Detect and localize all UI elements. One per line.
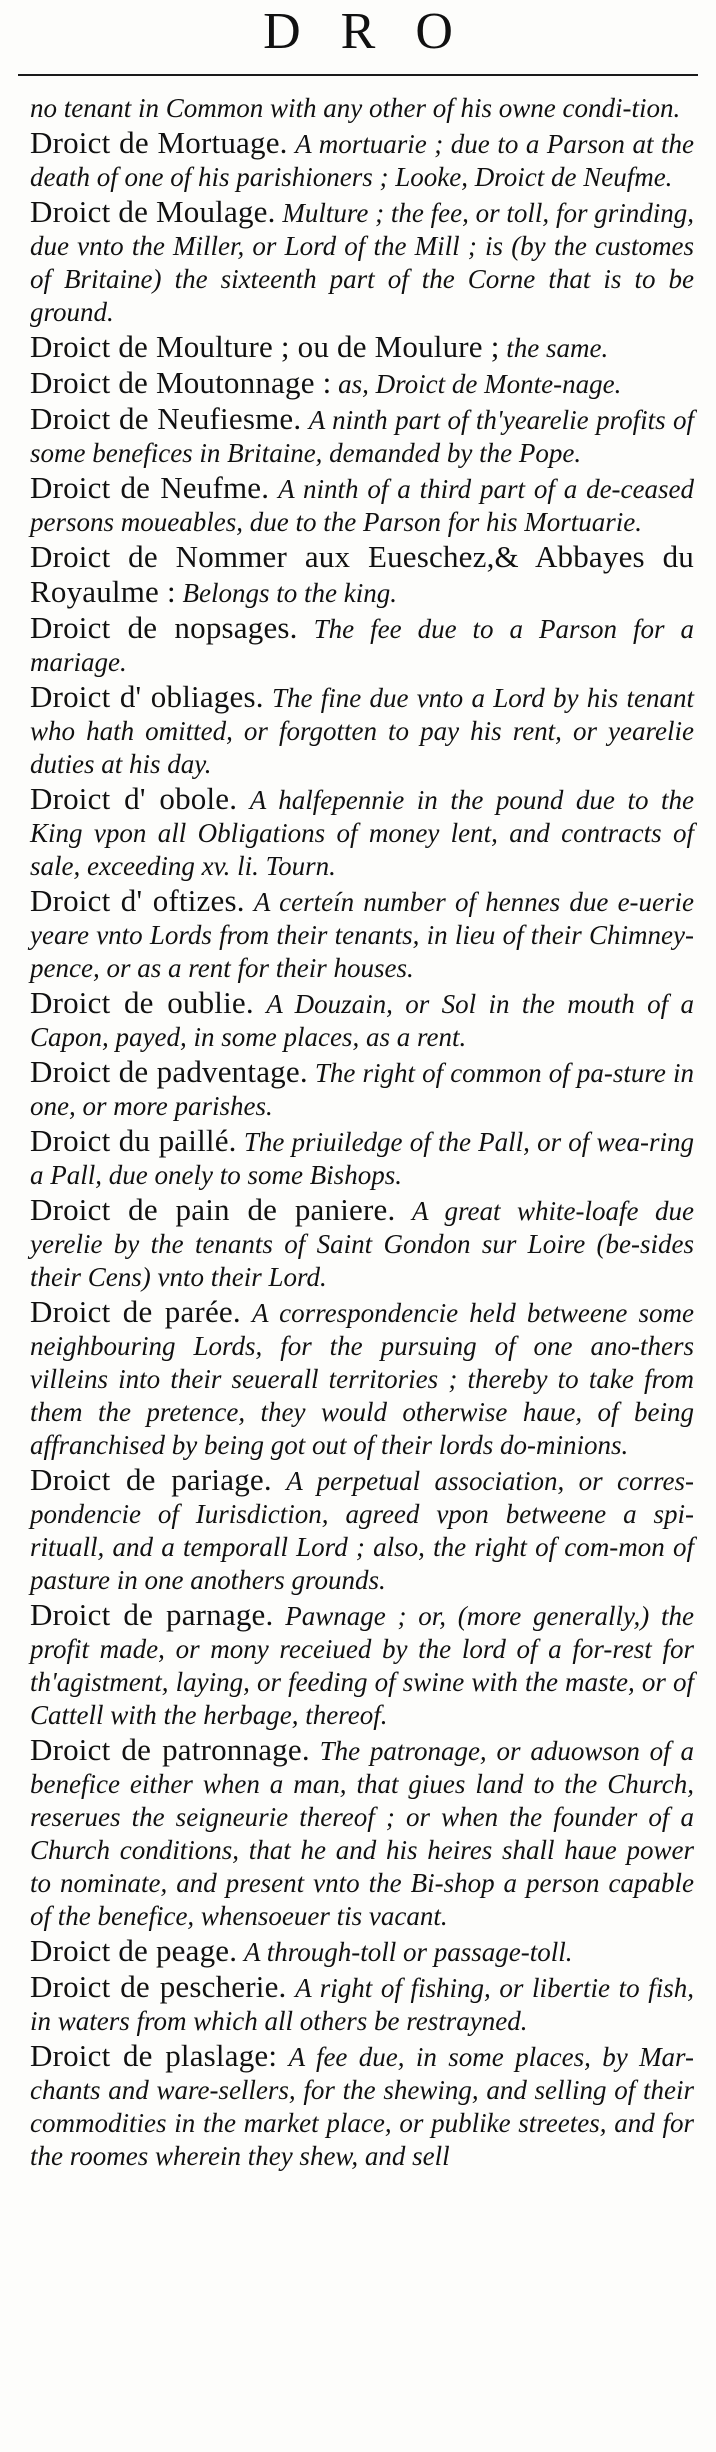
entry	[30, 611, 694, 679]
entry-headword: Droict de Neufiesme.	[30, 401, 302, 436]
entry-headword: Droict de oublie.	[30, 985, 254, 1020]
entry-definition: A through-toll or passage-toll.	[243, 1937, 573, 1967]
entry	[30, 1124, 694, 1192]
entry-definition: A ninth of a third part of a de-ceased persons moueables, due to the Parson for his Mortuarie.	[30, 474, 695, 537]
entry-definition: the same.	[506, 333, 609, 363]
entry	[30, 1463, 694, 1597]
entry-definition: The fee due to a Parson for a mariage.	[30, 614, 694, 677]
entry-headword: Droict de Mortuage.	[30, 125, 288, 160]
entry	[30, 126, 694, 194]
entry-definition: The right of common of pa-sture in one, or more parishes.	[30, 1058, 694, 1121]
entry-definition: A right of fishing, or libertie to fish, in waters from which all others be restrayned.	[30, 1973, 695, 2036]
entry	[30, 402, 694, 470]
entry-headword: Droict de parée.	[30, 1294, 241, 1329]
entry	[30, 1970, 694, 2038]
entry-headword: Droict d' obliages.	[30, 679, 264, 714]
entry	[30, 680, 694, 781]
entry	[30, 1598, 694, 1732]
entry-headword: Droict de Moulture ; ou de Moulure ;	[30, 329, 500, 364]
entry	[30, 1934, 694, 1969]
entry-headword: Droict de nopsages.	[30, 610, 298, 645]
entry	[30, 1295, 694, 1462]
entry-definition: The priuiledge of the Pall, or of wea-ring a Pall, due onely to some Bishops.	[30, 1127, 695, 1190]
running-head: DRO	[263, 3, 493, 60]
entry-headword: Droict de parnage.	[30, 1597, 274, 1632]
entry-definition: A ninth part of th'yearelie profits of some benefices in Britaine, demanded by the Pope.	[30, 405, 695, 468]
entry-definition: A Douzain, or Sol in the mouth of a Capon, payed, in some places, as a rent.	[30, 989, 695, 1052]
entry-headword: Droict de peage.	[30, 1933, 238, 1968]
entry-headword: Droict de pescherie.	[30, 1969, 287, 2004]
entry-headword: Droict d' oftizes.	[30, 883, 245, 918]
entry-definition: as, Droict de Monte-nage.	[338, 369, 622, 399]
entry-definition: Multure ; the fee, or toll, for grinding, due vnto the Miller, or Lord of the Mill ; is (by the customes of Britaine) the sixteenth part of the Corne that is to be ground.	[30, 198, 695, 327]
entry-headword: Droict de pain de paniere.	[30, 1192, 396, 1227]
entry-headword: Droict de Moutonnage :	[30, 365, 332, 400]
entry	[30, 471, 694, 539]
entry-headword: Droict d' obole.	[30, 781, 238, 816]
entry-definition: A halfepennie in the pound due to the King vpon all Obligations of money lent, and contracts of sale, exceeding xv. li. Tourn.	[30, 785, 694, 881]
entry-headword: Droict de patronnage.	[30, 1732, 310, 1767]
entry-definition: Belongs to the king.	[182, 578, 398, 608]
entry-definition: no tenant in Common with any other of his owne condi-tion.	[30, 93, 681, 123]
header-rule	[18, 74, 698, 76]
entry-definition: A great white-loafe due yerelie by the tenants of Saint Gondon sur Loire (be-sides their Cens) vnto their Lord.	[30, 1196, 695, 1292]
entry-headword: Droict de Neufme.	[30, 470, 270, 505]
entry-list	[30, 92, 694, 2174]
entry	[30, 884, 694, 985]
entry	[30, 330, 694, 365]
entry	[30, 2039, 694, 2173]
entry-definition: A perpetual association, or corres-pondencie of Iurisdiction, agreed vpon betweene a spi-rituall, and a temporall Lord ; also, the right of com-mon of pasture in one anothers grounds.	[30, 1466, 694, 1595]
entry-definition: The patronage, or aduowson of a benefice either when a man, that giues land to the Church, reserues the seigneurie thereof ; or when the founder of a Church conditions, that he and his heires shall haue power to nominate, and present vnto the Bi-shop a person capable of the benefice, whensoeuer tis vacant.	[30, 1736, 695, 1931]
entry	[30, 782, 694, 883]
entry	[30, 366, 694, 401]
entry	[30, 195, 694, 329]
entry	[30, 1733, 694, 1933]
entry	[30, 986, 694, 1054]
entry-definition: A fee due, in some places, by Mar-chants and ware-sellers, for the shewing, and selling of their commodities in the market place, or publike streetes, and for the roomes wherein they shew, and sell	[30, 2042, 695, 2171]
entry-headword: Droict de Moulage.	[30, 194, 276, 229]
entry-definition: The fine due vnto a Lord by his tenant who hath omitted, or forgotten to pay his rent, or yearelie duties at his day.	[30, 683, 694, 779]
entry-continuation	[30, 92, 694, 125]
entry-headword: Droict de plaslage:	[30, 2038, 278, 2073]
entry-definition: Pawnage ; or, (more generally,) the profit made, or mony receiued by the lord of a for-rest for th'agistment, laying, or feeding of swine with the maste, or of Cattell with the herbage, thereof.	[30, 1601, 695, 1730]
entry-headword: Droict de Nommer aux Eueschez,& Abbayes du Royaulme :	[30, 539, 694, 609]
entry	[30, 1055, 694, 1123]
entry-headword: Droict de padventage.	[30, 1054, 308, 1089]
entry-headword: Droict du paillé.	[30, 1123, 237, 1158]
entry-definition: A mortuarie ; due to a Parson at the death of one of his parishioners ; Looke, Droict de Neufme.	[30, 129, 694, 192]
entry-definition: A certeín number of hennes due e-uerie yeare vnto Lords from their tenants, in lieu of their Chimney-pence, or as a rent for their houses.	[30, 887, 695, 983]
entry-definition: A correspondencie held betweene some neighbouring Lords, for the pursuing of one ano-thers villeins into their seuerall territories ; thereby to take from them the pretence, they would otherwise haue, of being affranchised by being got out of their lords do-minions.	[30, 1298, 695, 1460]
entry	[30, 540, 694, 610]
entry-headword: Droict de pariage.	[30, 1462, 272, 1497]
entry	[30, 1193, 694, 1294]
